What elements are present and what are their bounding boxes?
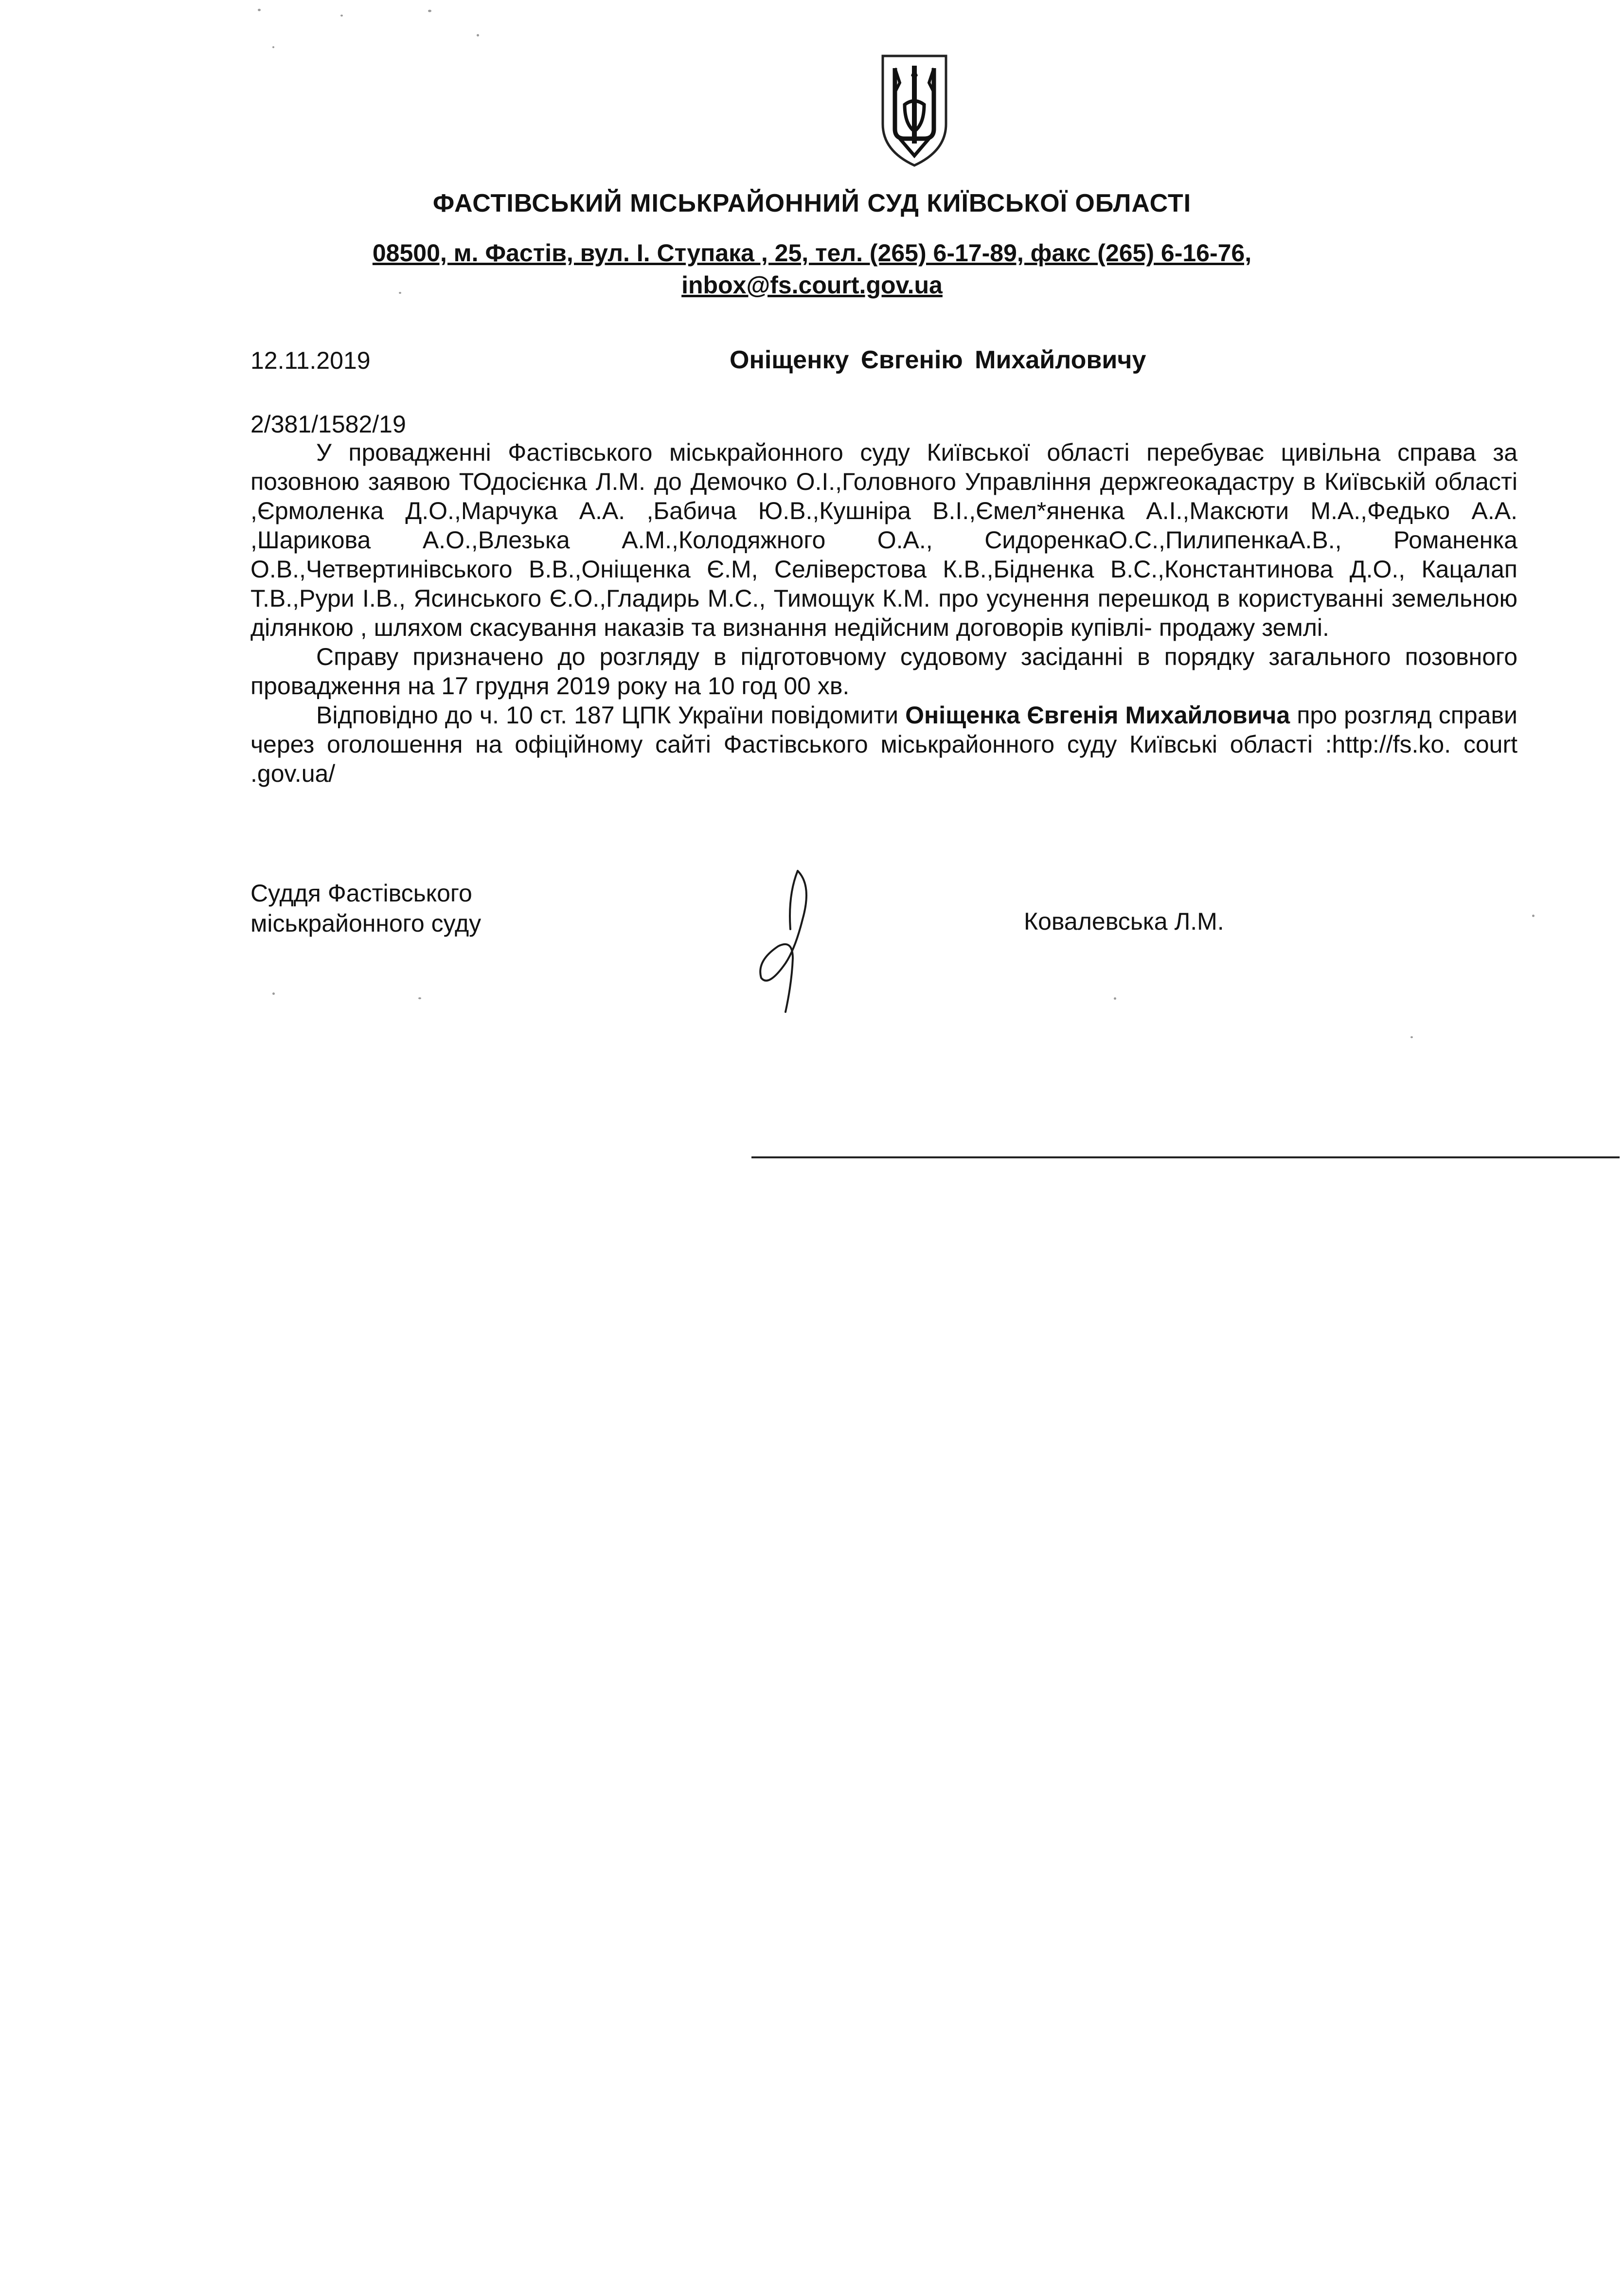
judge-name: Ковалевська Л.М.: [1024, 908, 1224, 935]
court-name: ФАСТІВСЬКИЙ МІСЬКРАЙОННИЙ СУД КИЇВСЬКОЇ ОБЛАСТІ: [432, 189, 1192, 217]
judge-title-line-1: Суддя Фастівського: [250, 880, 472, 907]
addressee: Оніщенку Євгенію Михайловичу: [730, 346, 1146, 374]
letter-date: 12.11.2019: [250, 347, 371, 374]
scan-speck: [258, 9, 261, 11]
scan-speck: [272, 46, 274, 48]
notice-lead: Відповідно до ч. 10 ст. 187 ЦПК України повідомити: [316, 702, 898, 729]
judge-title-line-2: міськрайонного суду: [250, 910, 482, 937]
scan-speck: [1114, 997, 1116, 1000]
judge-title: [250, 878, 481, 938]
paragraph-case-description: У провадженні Фастівського міськрайонного суду Київської області перебуває цивільна справа за позовною заявою ТОдосієнка Л.М. до Демочко О.І.,Головного Управління держгеокадастру в Київській області ,Єрмоленка Д.О.,Марчука А.А. ,Бабича Ю.В.,Кушніра В.І.,Ємел*яненка А.І.,Максюти М.А.,Федько А.А. ,Шарикова А.О.,Влезька А.М.,Колодяжного О.А., СидоренкаО.С.,ПилипенкаА.В., Романенка О.В.,Четвертинівського В.В.,Оніщенка Є.М, Селіверстова К.В.,Бідненка В.С.,Константинова Д.О., Кацалап Т.В.,Рури І.В., Ясинського Є.О.,Гладирь М.С., Тимощук К.М. про усунення перешкод в користуванні земельною ділянкою , шляхом скасування наказів та визнання недійсним договорів купівлі- продажу землі.: [250, 439, 1517, 641]
scan-speck: [418, 997, 421, 999]
scan-speck: [428, 10, 431, 12]
footer-divider: [751, 1156, 1620, 1158]
scan-speck: [477, 34, 479, 36]
paragraph-notice: [250, 701, 1517, 788]
court-address: 08500, м. Фастів, вул. І. Ступака , 25, тел. (265) 6-17-89, факс (265) 6-16-76,: [372, 239, 1252, 267]
notified-person: Оніщенка Євгенія Михайловича: [905, 702, 1290, 729]
handwritten-signature: [739, 866, 837, 1022]
trident-emblem-icon: [878, 46, 951, 168]
scan-speck: [1410, 1036, 1413, 1038]
case-number: 2/381/1582/19: [250, 411, 406, 438]
court-contacts: [0, 237, 1624, 301]
notice-tail: про розгляд справи через оголошення на офіційному сайті Фастівського міськрайонного суду Київські області :http://fs.ko. court .gov.ua/: [250, 702, 1517, 787]
paragraph-hearing-date: Справу призначено до розгляду в підготовчому судовому засіданні в порядку загального позовного провадження на 17 грудня 2019 року на 10 год 00 хв.: [250, 643, 1517, 700]
letter-body: [250, 438, 1517, 788]
scan-speck: [272, 992, 275, 995]
scan-speck: [1532, 915, 1535, 917]
scan-speck: [340, 15, 343, 17]
court-email: inbox@fs.court.gov.ua: [681, 271, 943, 299]
